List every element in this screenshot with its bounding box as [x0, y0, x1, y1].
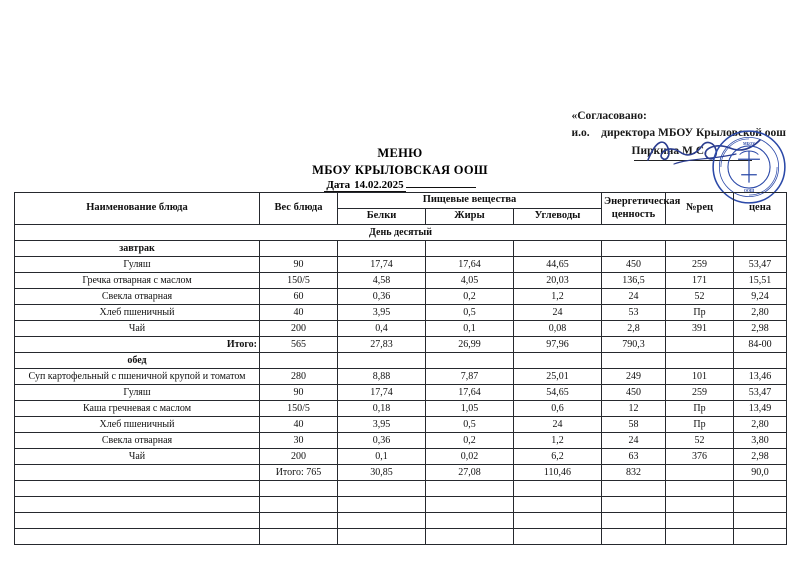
table-row [15, 417, 787, 433]
table-row [15, 449, 787, 465]
dish-proteins: 4,58 [338, 273, 426, 289]
meal-section-row [15, 241, 787, 257]
dish-energy: 2,8 [602, 321, 666, 337]
dish-proteins: 17,74 [338, 257, 426, 273]
empty-cell [426, 241, 514, 257]
empty-cell [514, 353, 602, 369]
dish-price: 2,98 [734, 449, 787, 465]
dish-energy: 249 [602, 369, 666, 385]
dish-energy: 136,5 [602, 273, 666, 289]
empty-cell [260, 481, 338, 497]
dish-name: Чай [15, 449, 260, 465]
empty-cell [426, 497, 514, 513]
blank-row [15, 481, 787, 497]
dish-fats: 0,2 [426, 289, 514, 305]
empty-cell [338, 513, 426, 529]
dish-energy: 63 [602, 449, 666, 465]
dish-recipe: Пр [666, 401, 734, 417]
dish-weight: 40 [260, 305, 338, 321]
header-name: Наименование блюда [15, 193, 260, 225]
dish-price: 2,98 [734, 321, 787, 337]
dish-carbs: 1,2 [514, 433, 602, 449]
dish-name: Гуляш [15, 257, 260, 273]
title-block [14, 146, 786, 191]
dish-energy: 58 [602, 417, 666, 433]
dish-proteins: 0,36 [338, 433, 426, 449]
empty-cell [666, 241, 734, 257]
empty-cell [734, 241, 787, 257]
dish-fats: 0,02 [426, 449, 514, 465]
header-price: цена [734, 193, 787, 225]
date-underline [406, 187, 476, 188]
dish-fats: 7,87 [426, 369, 514, 385]
header-fats: Жиры [426, 209, 514, 225]
dish-carbs: 20,03 [514, 273, 602, 289]
dish-recipe [666, 337, 734, 353]
approval-line-1: «Согласовано: [571, 110, 647, 122]
empty-cell [338, 241, 426, 257]
empty-cell [666, 481, 734, 497]
dish-weight: 280 [260, 369, 338, 385]
dish-price: 9,24 [734, 289, 787, 305]
dish-name: Итого: [15, 337, 260, 353]
empty-cell [426, 513, 514, 529]
dish-weight: 60 [260, 289, 338, 305]
empty-cell [666, 353, 734, 369]
empty-cell [514, 241, 602, 257]
table-row [15, 289, 787, 305]
empty-cell [734, 353, 787, 369]
dish-carbs: 24 [514, 305, 602, 321]
document-date [14, 179, 786, 191]
dish-energy: 12 [602, 401, 666, 417]
table-row [15, 337, 787, 353]
svg-text:МБОУ: МБОУ [742, 142, 755, 147]
empty-cell [15, 513, 260, 529]
dish-price: 53,47 [734, 257, 787, 273]
dish-name: Хлеб пшеничный [15, 305, 260, 321]
meal-section-label: обед [15, 353, 260, 369]
dish-weight: 30 [260, 433, 338, 449]
header-weight: Вес блюда [260, 193, 338, 225]
menu-table [14, 192, 787, 545]
dish-carbs: 24 [514, 417, 602, 433]
empty-cell [514, 481, 602, 497]
dish-proteins: 17,74 [338, 385, 426, 401]
dish-carbs: 25,01 [514, 369, 602, 385]
empty-cell [666, 497, 734, 513]
dish-price: 15,51 [734, 273, 787, 289]
dish-name: Суп картофельный с пшеничной крупой и томатом [15, 369, 260, 385]
dish-fats: 17,64 [426, 385, 514, 401]
dish-weight: 565 [260, 337, 338, 353]
empty-cell [338, 497, 426, 513]
dish-recipe [666, 465, 734, 481]
blank-row [15, 497, 787, 513]
dish-recipe: 259 [666, 385, 734, 401]
dish-energy: 832 [602, 465, 666, 481]
dish-proteins: 3,95 [338, 305, 426, 321]
dish-name: Гречка отварная с маслом [15, 273, 260, 289]
dish-proteins: 8,88 [338, 369, 426, 385]
dish-recipe: 376 [666, 449, 734, 465]
day-title-row [15, 225, 787, 241]
dish-weight: 150/5 [260, 273, 338, 289]
empty-cell [260, 353, 338, 369]
dish-weight: 200 [260, 449, 338, 465]
table-row [15, 433, 787, 449]
dish-price: 2,80 [734, 305, 787, 321]
svg-text:ООШ: ООШ [743, 188, 754, 193]
school-name: МБОУ КРЫЛОВСКАЯ ООШ [312, 163, 488, 177]
dish-proteins: 0,18 [338, 401, 426, 417]
dish-fats: 4,05 [426, 273, 514, 289]
table-row [15, 257, 787, 273]
dish-fats: 1,05 [426, 401, 514, 417]
table-row [15, 321, 787, 337]
table-row [15, 369, 787, 385]
empty-cell [514, 497, 602, 513]
dish-fats: 0,5 [426, 417, 514, 433]
header-nutrients: Пищевые вещества [338, 193, 602, 209]
table-row [15, 465, 787, 481]
empty-cell [602, 241, 666, 257]
empty-cell [734, 497, 787, 513]
date-label: Дата [326, 179, 351, 191]
empty-cell [734, 513, 787, 529]
dish-energy: 450 [602, 257, 666, 273]
approval-name: Пиркина М.С. [631, 145, 707, 158]
dish-weight: Итого: 765 [260, 465, 338, 481]
dish-name: Чай [15, 321, 260, 337]
dish-name: Гуляш [15, 385, 260, 401]
dish-name: Хлеб пшеничный [15, 417, 260, 433]
date-value: 14.02.2025 [354, 179, 404, 191]
table-row [15, 385, 787, 401]
dish-carbs: 44,65 [514, 257, 602, 273]
empty-cell [426, 481, 514, 497]
dish-fats: 17,64 [426, 257, 514, 273]
empty-cell [514, 529, 602, 545]
dish-proteins: 3,95 [338, 417, 426, 433]
empty-cell [338, 481, 426, 497]
table-header-row-1 [15, 193, 787, 209]
dish-energy: 450 [602, 385, 666, 401]
day-title: День десятый [15, 225, 787, 241]
empty-cell [260, 529, 338, 545]
dish-weight: 200 [260, 321, 338, 337]
meal-section-label: завтрак [15, 241, 260, 257]
dish-fats: 26,99 [426, 337, 514, 353]
document-title: МЕНЮ [377, 146, 423, 160]
dish-carbs: 110,46 [514, 465, 602, 481]
dish-weight: 90 [260, 257, 338, 273]
dish-carbs: 1,2 [514, 289, 602, 305]
dish-recipe: 259 [666, 257, 734, 273]
empty-cell [426, 529, 514, 545]
blank-row [15, 513, 787, 529]
approval-role-prefix: и.о. [571, 126, 590, 139]
dish-energy: 24 [602, 433, 666, 449]
dish-recipe: 171 [666, 273, 734, 289]
dish-price: 53,47 [734, 385, 787, 401]
header-carbs: Углеводы [514, 209, 602, 225]
empty-cell [15, 529, 260, 545]
header-recipe: №рец [666, 193, 734, 225]
empty-cell [260, 241, 338, 257]
dish-carbs: 0,08 [514, 321, 602, 337]
empty-cell [734, 481, 787, 497]
menu-table-body [15, 225, 787, 545]
dish-recipe: Пр [666, 417, 734, 433]
dish-energy: 24 [602, 289, 666, 305]
empty-cell [426, 353, 514, 369]
dish-fats: 0,1 [426, 321, 514, 337]
dish-proteins: 0,36 [338, 289, 426, 305]
empty-cell [602, 513, 666, 529]
dish-weight: 40 [260, 417, 338, 433]
dish-recipe: 101 [666, 369, 734, 385]
dish-proteins: 0,1 [338, 449, 426, 465]
empty-cell [260, 513, 338, 529]
dish-weight: 90 [260, 385, 338, 401]
empty-cell [666, 529, 734, 545]
dish-carbs: 0,6 [514, 401, 602, 417]
dish-carbs: 97,96 [514, 337, 602, 353]
meal-section-row [15, 353, 787, 369]
dish-recipe: 52 [666, 433, 734, 449]
dish-energy: 790,3 [602, 337, 666, 353]
header-energy: Энергетическая ценность [602, 193, 666, 225]
dish-fats: 0,5 [426, 305, 514, 321]
dish-price: 84-00 [734, 337, 787, 353]
empty-cell [260, 497, 338, 513]
menu-sheet [14, 100, 786, 500]
dish-name: Свекла отварная [15, 289, 260, 305]
table-row [15, 305, 787, 321]
empty-cell [666, 513, 734, 529]
empty-cell [602, 481, 666, 497]
dish-fats: 0,2 [426, 433, 514, 449]
dish-price: 90,0 [734, 465, 787, 481]
dish-weight: 150/5 [260, 401, 338, 417]
dish-name [15, 465, 260, 481]
empty-cell [602, 353, 666, 369]
dish-name: Каша гречневая с маслом [15, 401, 260, 417]
blank-row [15, 529, 787, 545]
table-row [15, 401, 787, 417]
dish-proteins: 30,85 [338, 465, 426, 481]
empty-cell [15, 497, 260, 513]
dish-carbs: 6,2 [514, 449, 602, 465]
empty-cell [15, 481, 260, 497]
dish-energy: 53 [602, 305, 666, 321]
dish-carbs: 54,65 [514, 385, 602, 401]
empty-cell [602, 497, 666, 513]
dish-name: Свекла отварная [15, 433, 260, 449]
empty-cell [734, 529, 787, 545]
dish-proteins: 27,83 [338, 337, 426, 353]
empty-cell [602, 529, 666, 545]
dish-recipe: 391 [666, 321, 734, 337]
dish-price: 13,46 [734, 369, 787, 385]
dish-proteins: 0,4 [338, 321, 426, 337]
dish-fats: 27,08 [426, 465, 514, 481]
approval-role: директора МБОУ Крыловской оош [601, 126, 786, 139]
dish-recipe: Пр [666, 305, 734, 321]
empty-cell [338, 353, 426, 369]
empty-cell [514, 513, 602, 529]
dish-price: 2,80 [734, 417, 787, 433]
approval-line-2 [572, 125, 787, 142]
empty-cell [338, 529, 426, 545]
dish-price: 13,49 [734, 401, 787, 417]
dish-price: 3,80 [734, 433, 787, 449]
header-proteins: Белки [338, 209, 426, 225]
dish-recipe: 52 [666, 289, 734, 305]
table-row [15, 273, 787, 289]
